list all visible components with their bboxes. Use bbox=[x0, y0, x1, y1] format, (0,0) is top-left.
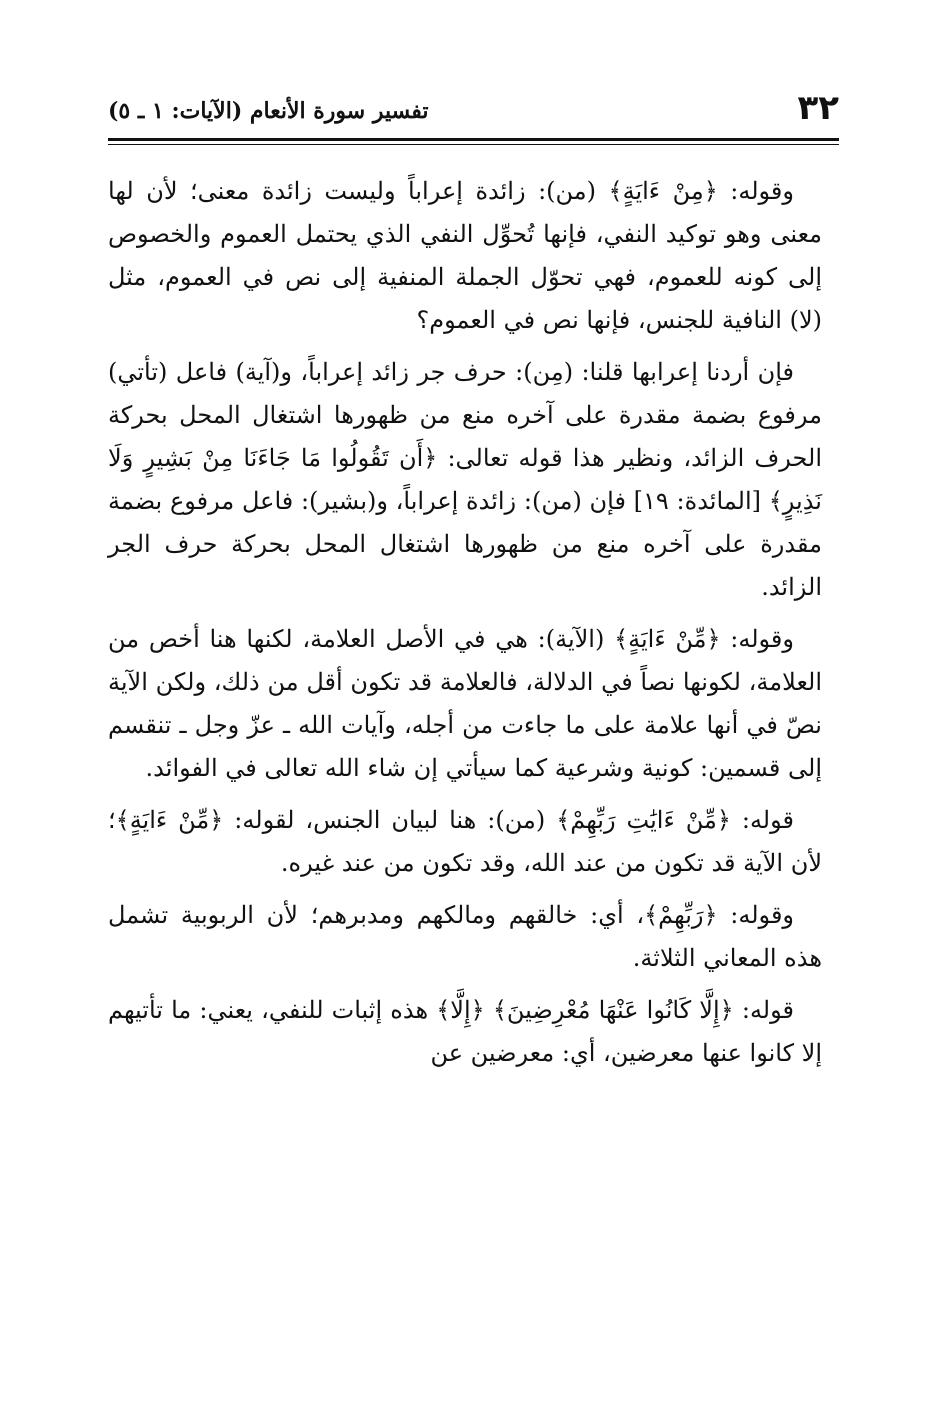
paragraph: وقوله: ﴿مِّنْ ءَايَةٍ﴾ (الآية): هي في الأصل العلامة، لكنها هنا أخص من العلامة، لكونها نصاً في الدلالة، فالعلامة قد تكون أقل من ذلك، ولكن الآية نصّ في أنها علامة على ما جاءت من أجله، وآيات الله ـ عزّ وجل ـ تنقسم إلى قسمين: كونية وشرعية كما سيأتي إن شاء الله تعالى في الفوائد. bbox=[108, 625, 822, 782]
page-body bbox=[108, 170, 822, 1084]
header-rule-thick bbox=[108, 138, 839, 141]
paragraph: وقوله: ﴿رَبِّهِمْ﴾، أي: خالقهم ومالكهم ومدبرهم؛ لأن الربوبية تشمل هذه المعاني الثلاثة. bbox=[108, 901, 822, 972]
paragraph: فإن أردنا إعرابها قلنا: (مِن): حرف جر زائد إعراباً، و(آية) فاعل (تأتي) مرفوع بضمة مقدرة على آخره منع من ظهورها اشتغال المحل بحركة الحرف الزائد، ونظير هذا قوله تعالى: ﴿أَن تَقُولُوا مَا جَاءَنَا مِنْ بَشِيرٍ وَلَا نَذِيرٍ﴾ [المائدة: ١٩] فإن (من): زائدة إعراباً، و(بشير): فاعل مرفوع بضمة مقدرة على آخره منع من ظهورها اشتغال المحل بحركة حرف الجر الزائد. bbox=[108, 358, 822, 601]
paragraph: وقوله: ﴿مِنْ ءَايَةٍ﴾ (من): زائدة إعراباً وليست زائدة معنى؛ لأن لها معنى وهو توكيد النفي، فإنها تُحوِّل النفي الذي يحتمل العموم والخصوص إلى كونه للعموم، فهي تحوّل الجملة المنفية إلى نص في العموم، مثل (لا) النافية للجنس، فإنها نص في العموم؟ bbox=[108, 177, 823, 334]
page-header bbox=[108, 88, 839, 132]
running-title: تفسير سورة الأنعام (الآيات: ١ ـ ٥) bbox=[108, 98, 429, 124]
paragraph: قوله: ﴿إِلَّا كَانُوا عَنْهَا مُعْرِضِينَ﴾ ﴿إِلَّا﴾ هذه إثبات للنفي، يعني: ما تأتيهم إلا كانوا عنها معرضين، أي: معرضين عن bbox=[108, 996, 822, 1067]
page-number: ٣٢ bbox=[797, 88, 839, 128]
header-rule-thin bbox=[108, 144, 839, 145]
paragraph: قوله: ﴿مِّنْ ءَايَٰتِ رَبِّهِمْ﴾ (من): هنا لبيان الجنس، لقوله: ﴿مِّنْ ءَايَةٍ﴾؛ لأن الآية قد تكون من عند الله، وقد تكون من عند غيره. bbox=[108, 806, 822, 877]
